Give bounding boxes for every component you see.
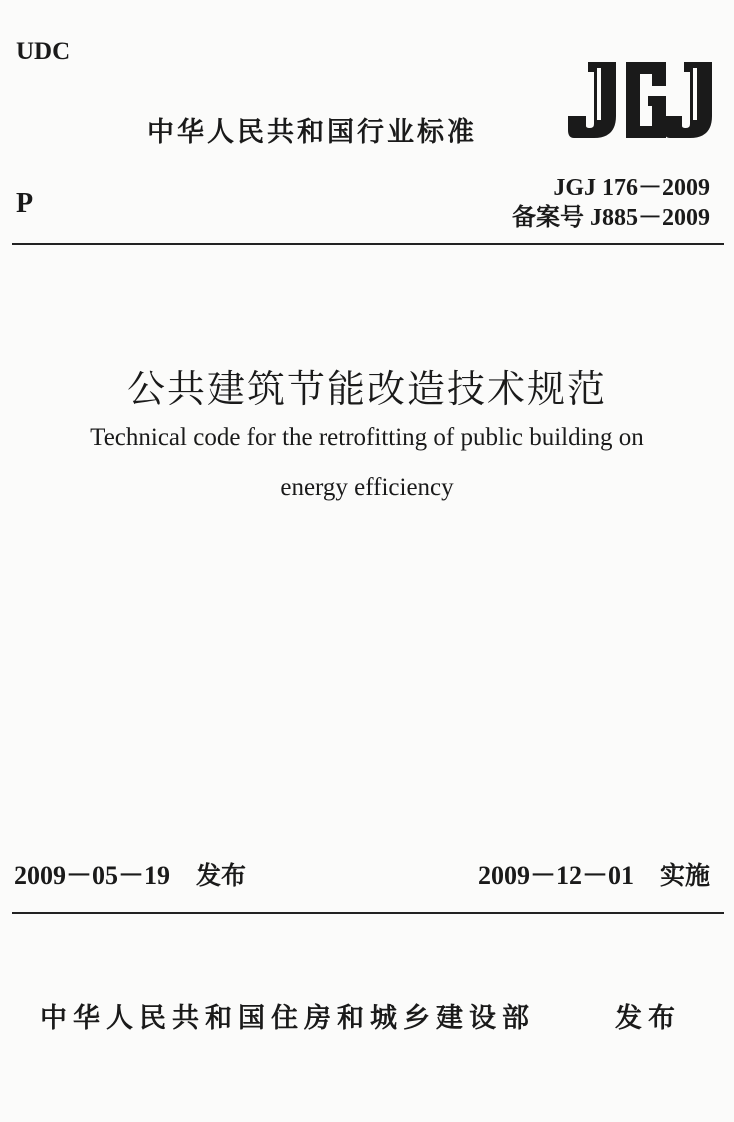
udc-label: UDC (16, 38, 71, 65)
top-divider (12, 243, 724, 245)
chinese-title: 公共建筑节能改造技术规范 (126, 367, 607, 411)
standard-number: JGJ 176－2009 (553, 175, 710, 201)
record-number: 备案号 J885－2009 (512, 205, 710, 231)
english-title-line-1: Technical code for the retrofitting of public building on (90, 424, 644, 451)
issue-label: 发布 (196, 861, 247, 890)
issue-date: 2009－05－19 (14, 861, 171, 890)
bottom-divider (12, 912, 724, 914)
implement-date-block (478, 855, 710, 892)
industry-standard-title: 中华人民共和国行业标准 (147, 117, 477, 148)
implement-date: 2009－12－01 (477, 861, 634, 890)
english-title-line-2: energy efficiency (280, 474, 454, 501)
publisher-name: 中华人民共和国住房和城乡建设部 (40, 1003, 535, 1034)
implement-label: 实施 (659, 861, 710, 890)
issue-date-block (14, 855, 246, 892)
publish-label: 发布 (615, 1003, 681, 1034)
category-label: P (16, 188, 34, 219)
jgj-logo (566, 58, 716, 142)
